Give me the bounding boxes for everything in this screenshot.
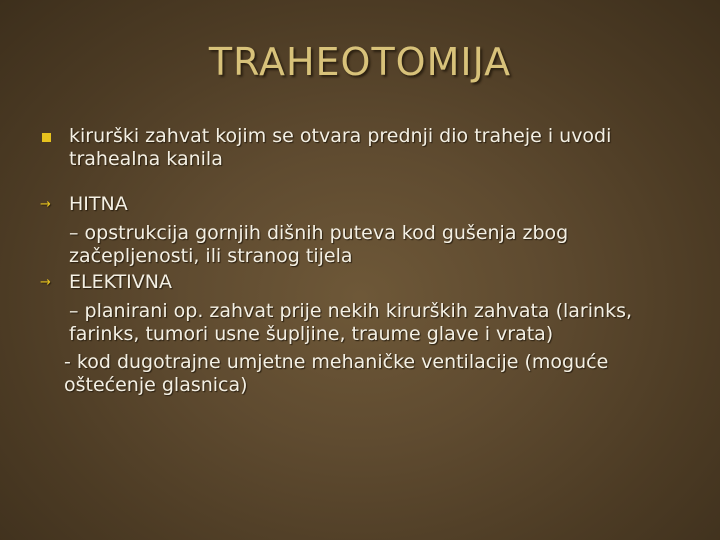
arrow-right-icon: →	[40, 197, 51, 212]
slide-title: TRAHEOTOMIJA	[208, 40, 512, 84]
hitna-detail: – opstrukcija gornjih dišnih puteva kod gušenja zbog začepljenosti, ili stranog tijela	[69, 222, 569, 267]
slide-content	[40, 125, 680, 397]
arrow-right-icon: →	[40, 275, 51, 290]
bullet-text-definition: kirurški zahvat kojim se otvara prednji dio traheje i uvodi trahealna kanila	[69, 125, 612, 170]
elektivna-detail: – planirani op. zahvat prije nekih kirurških zahvata (larinks, farinks, tumori usne šupljine, traume glave i vrata)	[69, 300, 633, 345]
bullet-item-hitna	[40, 193, 680, 216]
square-bullet-icon	[40, 125, 69, 148]
heading-elektivna: ELEKTIVNA	[69, 271, 172, 293]
bullet-item-definition	[40, 125, 680, 171]
ventilacija-detail: - kod dugotrajne umjetne mehaničke ventilacije (moguće oštećenje glasnica)	[64, 351, 609, 396]
bullet-item-elektivna	[40, 271, 680, 294]
heading-hitna: HITNA	[69, 193, 128, 215]
